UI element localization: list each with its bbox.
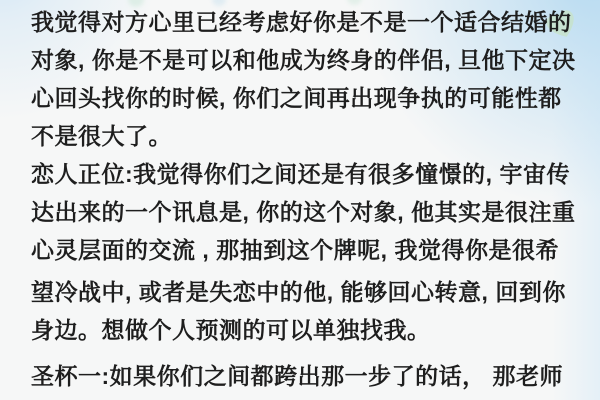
text-line: 圣杯一:如果你们之间都跨出那一步了的话， 那老师 — [31, 363, 564, 389]
text-line: 达出来的一个讯息是, 你的这个对象, 他其实是很注重 — [31, 199, 576, 225]
text-line: 我觉得对方心里已经考虑好你是不是一个适合结婚的 — [31, 9, 572, 35]
tarot-reading-text — [31, 3, 582, 395]
text-line: 心回头找你的时候, 你们之间再出现争执的可能性都 — [31, 85, 562, 111]
text-line: 身边。想做个人预测的可以单独找我。 — [31, 317, 431, 343]
text-line: 不是很大了。 — [31, 123, 172, 149]
text-line: 对象, 你是不是可以和他成为终身的伴侣, 旦他下定决 — [31, 47, 576, 73]
text-line: 望冷战中, 或者是失恋中的他, 能够回心转意, 回到你 — [31, 279, 566, 305]
text-line: 心灵层面的交流 , 那抽到这个牌呢, 我觉得你是很希 — [31, 237, 559, 263]
text-line: 恋人正位:我觉得你们之间还是有很多憧憬的, 宇宙传 — [31, 161, 570, 187]
